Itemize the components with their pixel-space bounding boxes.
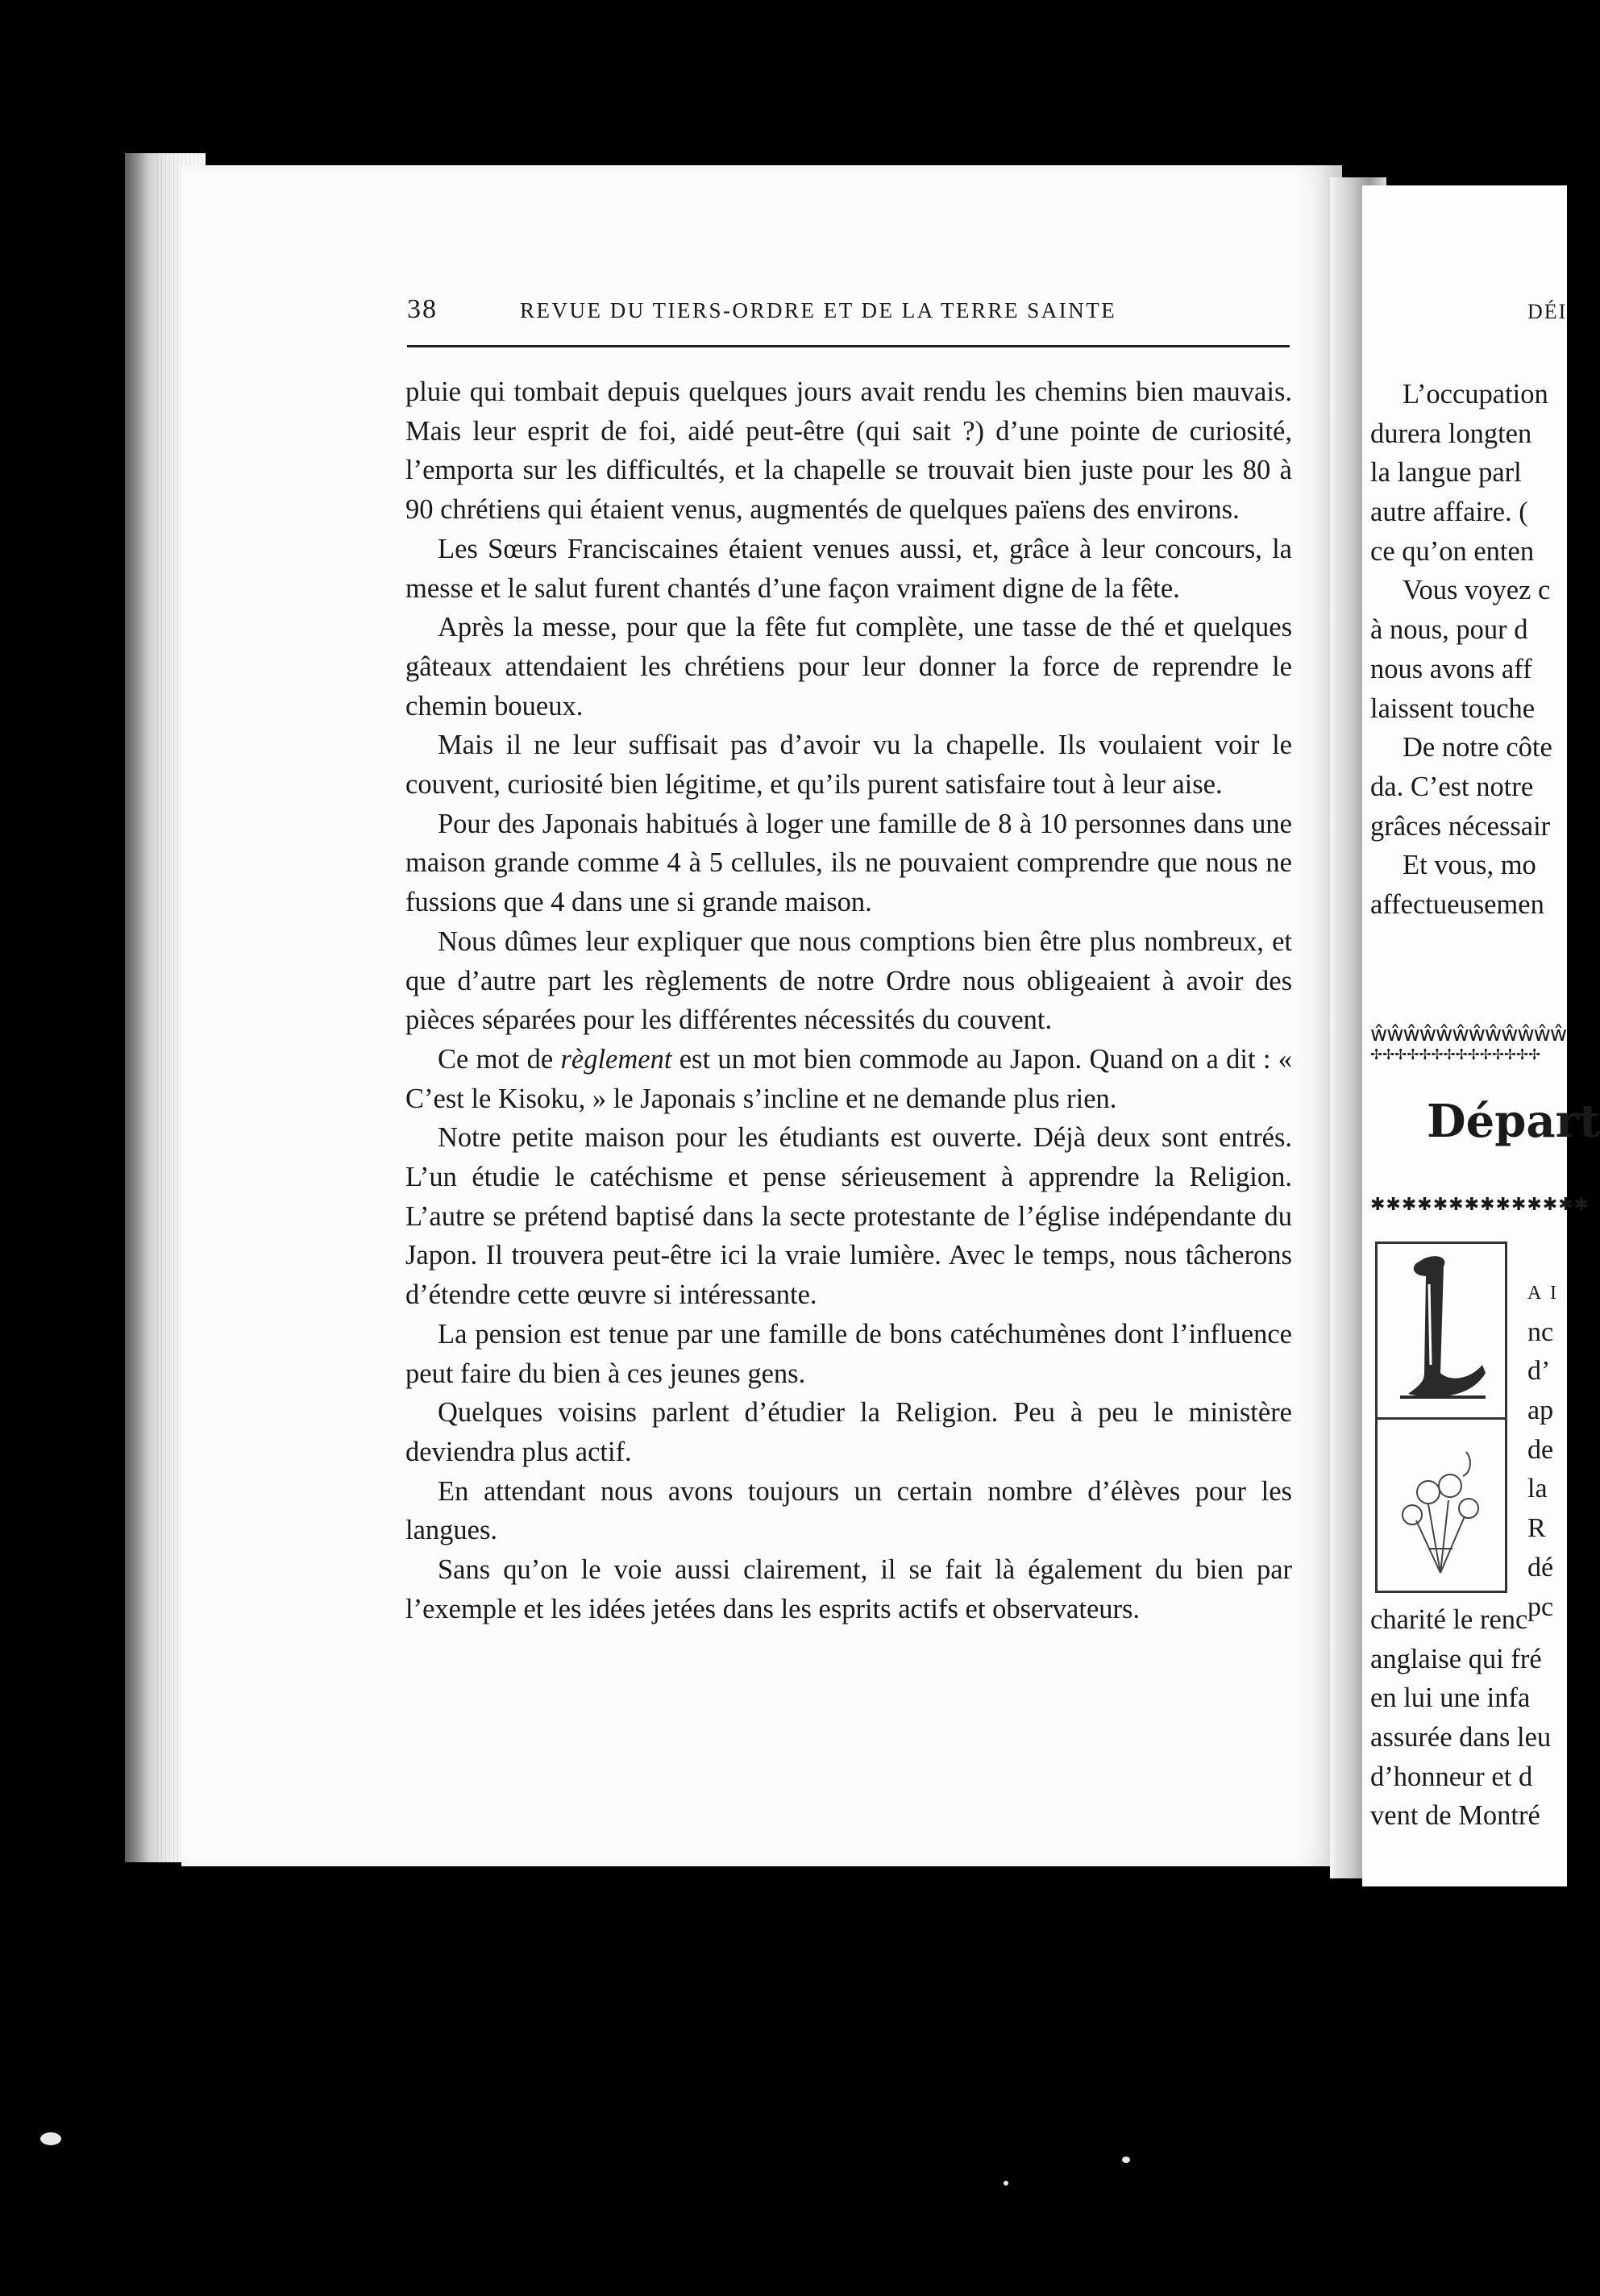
paragraph: Pour des Japonais habitués à loger une famille de 8 à 10 personnes dans une maison grande comme 4 à 5 cellules, ils ne pouvaient comprendre que nous ne fussions que 4 dans une si grande maison. (405, 808, 1292, 918)
paragraph: En attendant nous avons toujours un certain nombre d’élèves pour les langues. (405, 1475, 1292, 1546)
text-line: Vous voyez c (1403, 575, 1551, 606)
text-line: ap (1527, 1395, 1554, 1426)
running-title: REVUE DU TIERS-ORDRE ET DE LA TERRE SAINTE (520, 298, 1117, 322)
paragraph: Mais il ne leur suffisait pas d’avoir vu la chapelle. Ils voulaient voir le couvent, curiosité bien légitime, et qu’ils purent satisfaire tout à leur aise. (405, 730, 1292, 801)
text-line: autre affaire. ( (1370, 497, 1528, 528)
text-line: dé (1527, 1552, 1554, 1583)
paragraph: La pension est tenue par une famille de bons catéchumènes dont l’influence peut faire du bien à ces jeunes gens. (405, 1318, 1292, 1389)
paragraph: Nous dûmes leur expliquer que nous comptions bien être plus nombreux, et que d’autre part les règlements de notre Ordre nous obligeaient à avoir des pièces séparées pour les différentes nécessités du couvent. (405, 925, 1292, 1036)
text-line: affectueusemen (1370, 888, 1544, 920)
header-rule (407, 345, 1290, 347)
dust-speck (1004, 2181, 1008, 2186)
text-line: da. C’est notre (1370, 771, 1534, 802)
dust-speck (1122, 2157, 1130, 2163)
dropcap-divider (1378, 1417, 1505, 1420)
flower-icon (1392, 1428, 1489, 1577)
italic-word: règlement (560, 1043, 672, 1075)
paragraph: Quelques voisins parlent d’étudier la Religion. Peu à peu le ministère deviendra plus actif. (405, 1397, 1292, 1467)
text-line: durera longten (1370, 418, 1532, 449)
paragraph: pluie qui tombait depuis quelques jours avait rendu les chemins bien mauvais. Mais leur esprit de foi, aidé peut-être (qui sait ?) d’une pointe de curiosité, l’emporta sur les difficultés, et la chapelle se trouvait bien juste pour les 80 à 90 chrétiens qui étaient venus, augmentés de quelques païens des environs. (405, 376, 1292, 526)
ornament-row: ✢✢✢✢✢✢✢✢✢✢✢✢✢✢ (1370, 1046, 1541, 1063)
text-line: laissent touche (1370, 693, 1536, 724)
text-line: charité le renc (1370, 1604, 1528, 1635)
text-line: nous avons aff (1370, 653, 1532, 684)
text-line: De notre côte (1403, 732, 1552, 763)
text-line: L’occupation (1403, 379, 1548, 410)
text-line: R (1527, 1513, 1546, 1544)
running-head (407, 294, 1290, 327)
page-number: 38 (407, 294, 438, 324)
section-heading: Départ (1427, 1095, 1600, 1148)
text-line: Et vous, mo (1403, 850, 1536, 881)
paragraph (405, 1040, 1292, 1118)
text-line: A I (1527, 1283, 1559, 1304)
text-line: d’ (1527, 1356, 1551, 1387)
star-rule: ✱✱✱✱✱✱✱✱✱✱✱✱✱✱ (1370, 1195, 1590, 1215)
text-line: assurée dans leu (1370, 1722, 1552, 1753)
text-line: grâces nécessair (1370, 810, 1551, 842)
text-line: d’honneur et d (1370, 1761, 1533, 1792)
text-line: de (1527, 1434, 1554, 1465)
text-line: nc (1527, 1316, 1554, 1347)
ornament-band (1370, 1022, 1567, 1074)
text-line: anglaise qui fré (1370, 1643, 1542, 1674)
paragraph: Les Sœurs Franciscaines étaient venues aussi, et, grâce à leur concours, la messe et le salut furent chantés d’une façon vraiment digne de la fête. (405, 533, 1292, 604)
text-line: à nous, pour d (1370, 614, 1528, 646)
text-line: la (1527, 1474, 1548, 1504)
paragraph: Notre petite maison pour les étudiants est ouverte. Déjà deux sont entrés. L’un étudie le catéchisme et pense sérieusement à apprendre la Religion. L’autre se prétend baptisé dans la secte protestante de l’église indépendante du Japon. Il trouvera peut-être ici la vraie lumière. Avec le temps, nous tâcherons d’étendre cette œuvre si intéressante. (405, 1122, 1292, 1311)
dust-speck (40, 2132, 61, 2145)
text-span: est un mot bien commode au Japon. Quand on a dit : « C’est le Kisoku, » le Japonais s’incline et ne demande plus rien. (405, 1043, 1292, 1114)
dropcap-box (1375, 1242, 1507, 1593)
right-running-head: DÉI (1527, 300, 1568, 323)
text-line: pc (1527, 1591, 1554, 1622)
right-page-lines (1370, 375, 1580, 925)
dropcap-letter-icon (1392, 1252, 1489, 1405)
paragraph: Après la messe, pour que la fête fut complète, une tasse de thé et quelques gâteaux attendaient les chrétiens pour leur donner la force de reprendre le chemin boueux. (405, 612, 1292, 722)
text-line: en lui une infa (1370, 1682, 1531, 1714)
paragraph: Sans qu’on le voie aussi clairement, il se fait là également du bien par l’exemple et les idées jetées dans les esprits actifs et observateurs. (405, 1554, 1292, 1624)
text-line: vent de Montré (1370, 1800, 1540, 1832)
text-line: ce qu’on enten (1370, 535, 1535, 567)
text-span: Ce mot de (438, 1043, 561, 1075)
right-page-bottom-lines (1370, 1600, 1580, 1836)
ornament-row: ŵŵŵŵŵŵŵŵŵŵŵŵ (1370, 1022, 1567, 1046)
dropcap-side-lines (1527, 1274, 1576, 1627)
text-line: la langue parl (1370, 457, 1522, 489)
body-text (405, 372, 1292, 1629)
